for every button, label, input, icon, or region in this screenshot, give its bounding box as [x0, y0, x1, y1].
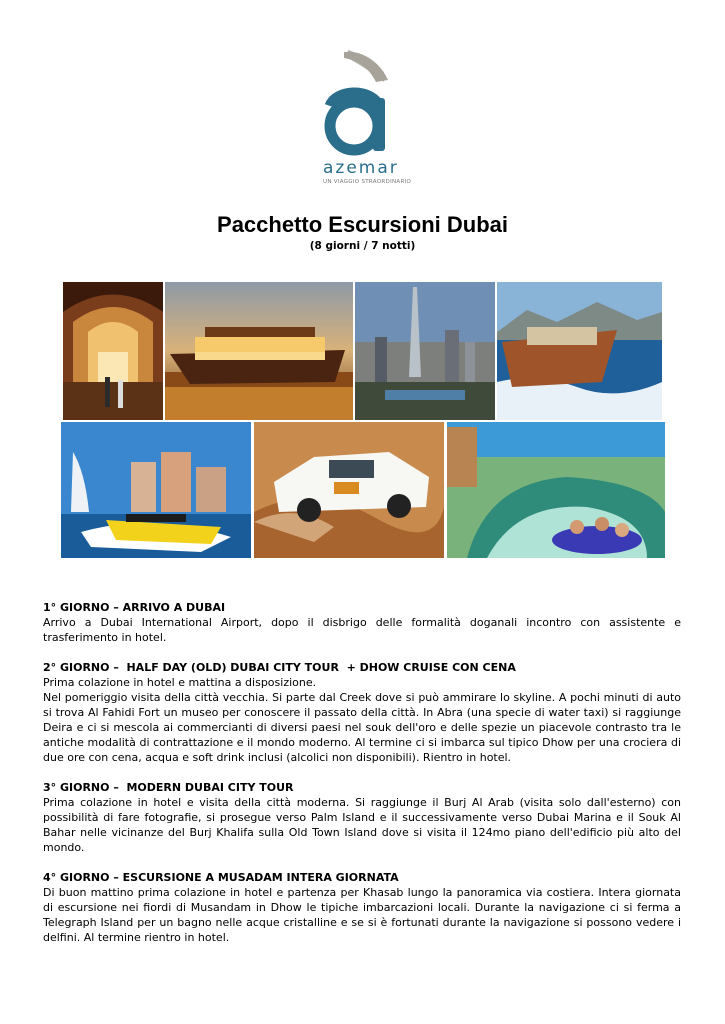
logo-tagline: UN VIAGGIO STRAORDINARIO — [323, 179, 412, 185]
water-park-slides-photo — [447, 422, 665, 558]
day-2 — [43, 660, 681, 765]
day-1 — [43, 600, 681, 645]
day-3 — [43, 780, 681, 855]
dhow-boat-sea-photo — [497, 282, 662, 420]
logo-brand-text: azemar — [323, 158, 399, 178]
desert-safari-suv-photo — [254, 422, 444, 558]
page-subtitle: (8 giorni / 7 notti) — [309, 240, 416, 252]
day-title: 1° GIORNO – ARRIVO A DUBAI — [43, 601, 226, 614]
souk-market-photo — [63, 282, 163, 420]
azemar-logo-mark — [318, 48, 408, 160]
day-text: Nel pomeriggio visita della città vecchia. Si parte dal Creek dove si può ammirare lo skyline. A pochi minuti di auto si trova Al Fahidi Fort un museo per conoscere il passato della città. In Abra (una specie di water taxi) si raggiunge Deira e ci si mescola ai commercianti di diversi paesi nel souk dell'oro e delle spezie un piacevole contrasto tra le antiche modalità di contrattazione e il mondo moderno. Al termine ci si imbarca sul tipico Dhow per una crociera di due ore con cena, acqua e soft drink inclusi (alcolici non disponibili). Rientro in hotel. — [43, 691, 681, 764]
dhow-boat-night-photo — [165, 282, 353, 420]
day-text: Di buon mattino prima colazione in hotel e partenza per Khasab lungo la panoramica via costiera. Intera giornata di escursione nei fiordi di Musandam in Dhow le tipiche imbarcazioni locali. Durante la navigazione ci si ferma a Telegraph Island per un bagno nelle acque cristalline e se si è fortunati durante la navigazione si possono vedere i delfini. Al termine rientro in hotel. — [43, 886, 681, 944]
speedboat-burj-al-arab-photo — [61, 422, 251, 558]
day-title: 4° GIORNO – ESCURSIONE A MUSADAM INTERA GIORNATA — [43, 871, 399, 884]
day-text: Prima colazione in hotel e mattina a disposizione. — [43, 676, 317, 689]
burj-khalifa-skyline-photo — [355, 282, 495, 420]
day-title: 3° GIORNO – MODERN DUBAI CITY TOUR — [43, 781, 294, 794]
azemar-logo — [318, 48, 412, 188]
day-text: Arrivo a Dubai International Airport, dopo il disbrigo delle formalità doganali incontro con assistente e trasferimento in hotel. — [43, 616, 681, 644]
day-4 — [43, 870, 681, 945]
page-title: Pacchetto Escursioni Dubai — [217, 212, 508, 237]
day-text: Prima colazione in hotel e visita della città moderna. Si raggiunge il Burj Al Arab (visita solo dall'esterno) con possibilità di fare fotografie, si prosegue verso Palm Island e il successivamente verso Dubai Marina e il Souk Al Bahar nelle vicinanze del Burj Khalifa sulla Old Town Island dove si visita il 124mo piano dell'edificio più alto del mondo. — [43, 796, 681, 854]
itinerary — [43, 600, 681, 960]
day-title: 2° GIORNO – HALF DAY (OLD) DUBAI CITY TOUR + DHOW CRUISE CON CENA — [43, 661, 516, 674]
